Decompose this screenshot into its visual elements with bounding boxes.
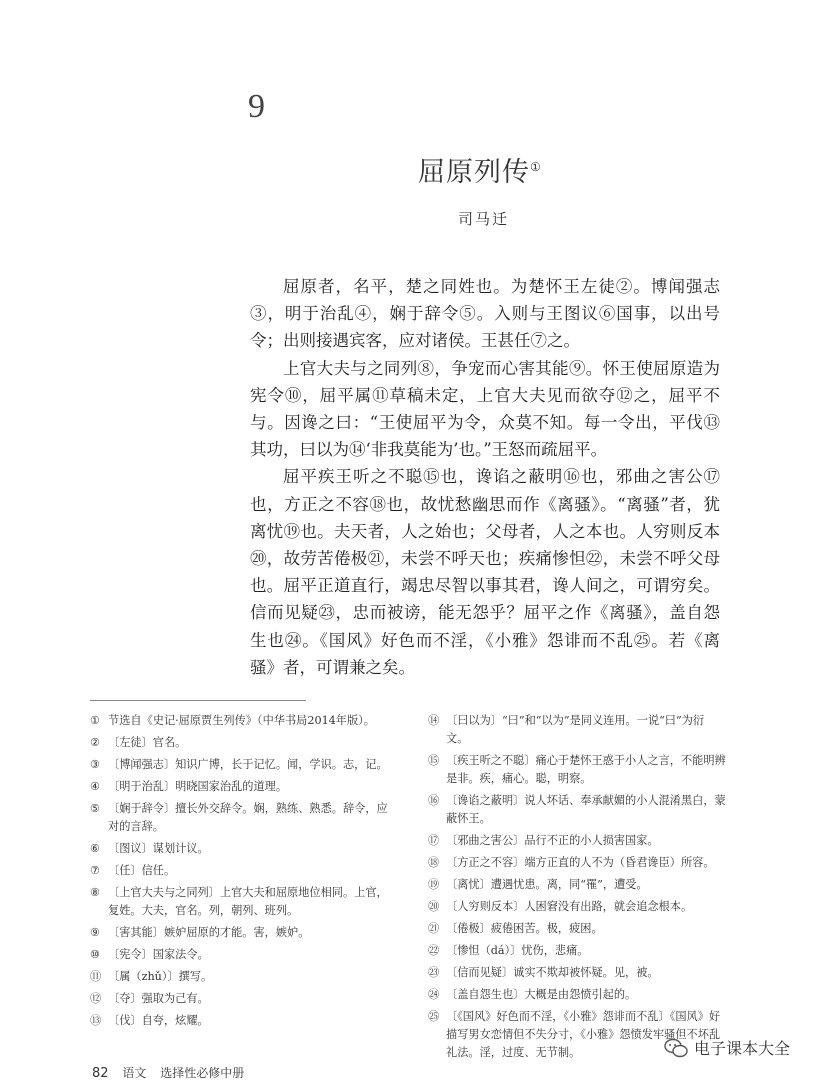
footnotes-right bbox=[428, 712, 726, 1066]
footnote-divider bbox=[90, 700, 306, 701]
footnote: ⑰ 〔邪曲之害公〕品行不正的小人损害国家。 bbox=[428, 834, 659, 847]
paragraph-1: 屈原者，名平，楚之同姓也。为楚怀王左徒②。博闻强志③，明于治乱④，娴于辞令⑤。入则与王图议⑥国事，以出号令；出则接遇宾客，应对诸侯。王甚任⑦之。 bbox=[250, 277, 720, 351]
page-title bbox=[418, 150, 542, 189]
footnote: ㉔ 〔盖自怨生也〕大概是由怨愤引起的。 bbox=[428, 988, 637, 1001]
footnote: ㉕ 〔《国风》好色而不淫，《小雅》怨诽而不乱〕《国风》好描写男女恋情但不失分寸，《小雅》怨愤发牢骚但不坏乱礼法。淫，过度、无节制。 bbox=[428, 1010, 721, 1059]
footnote: ㉑ 〔倦极〕疲倦困苦。极，疲困。 bbox=[428, 922, 603, 935]
chat-bubbles-icon bbox=[664, 1038, 688, 1058]
footnote: ⑥ 〔图议〕谋划计议。 bbox=[90, 842, 209, 855]
watermark bbox=[664, 1036, 790, 1059]
footnote: ① 节选自《史记·屈原贾生列传》（中华书局2014年版）。 bbox=[90, 714, 375, 727]
footnote: ⑦ 〔任〕信任。 bbox=[90, 864, 176, 877]
footnote: ⑭ 〔曰以为〕“曰”和“以为”是同义连用。一说“曰”为衍文。 bbox=[428, 714, 705, 745]
footnote: ⑪ 〔属（zhǔ）〕撰写。 bbox=[90, 970, 213, 983]
footnote: ⑱ 〔方正之不容〕端方正直的人不为（昏君谗臣）所容。 bbox=[428, 856, 715, 869]
footnote: ⑬ 〔伐〕自夸，炫耀。 bbox=[90, 1014, 209, 1027]
page-footer bbox=[92, 1064, 244, 1081]
lesson-number: 9 bbox=[248, 88, 265, 125]
footnote: ③ 〔博闻强志〕知识广博，长于记忆。闻，学识。志，记。 bbox=[90, 758, 388, 771]
footnote: ⑯ 〔谗谄之蔽明〕说人坏话、奉承献媚的小人混淆黑白，蒙蔽怀王。 bbox=[428, 794, 726, 825]
footnotes-left bbox=[90, 712, 390, 1034]
footnote: ⑳ 〔人穷则反本〕人困窘没有出路，就会追念根本。 bbox=[428, 900, 693, 913]
book-title: 选择性必修中册 bbox=[160, 1066, 245, 1080]
footnote: ⑲ 〔离忧〕遭遇忧患。离，同“罹”，遭受。 bbox=[428, 878, 648, 891]
title-footnote-mark: ① bbox=[530, 160, 542, 174]
footnote: ⑮ 〔疾王听之不聪〕痛心于楚怀王惑于小人之言，不能明辨是非。疾，痛心。聪，明察。 bbox=[428, 754, 726, 785]
author: 司马迁 bbox=[458, 210, 510, 228]
footnote: ⑨ 〔害其能〕嫉妒屈原的才能。害，嫉妒。 bbox=[90, 926, 310, 939]
footnote: ④ 〔明于治乱〕明晓国家治乱的道理。 bbox=[90, 780, 288, 793]
main-text bbox=[250, 273, 720, 681]
footnote: ⑧ 〔上官大夫与之同列〕上官大夫和屈原地位相同。上官，复姓。大夫，官名。列，朝列、班列。 bbox=[90, 886, 388, 917]
watermark-label: 电子课本大全 bbox=[693, 1039, 790, 1058]
paragraph-3: 屈平疾王听之不聪⑮也，谗谄之蔽明⑯也，邪曲之害公⑰也，方正之不容⑱也，故忧愁幽思而作《离骚》。“离骚”者，犹离忧⑲也。夫天者，人之始也；父母者，人之本也。人穷则反本⑳，故劳苦倦极㉑，未尝不呼天也；疾痛惨怛㉒，未尝不呼父母也。屈平正道直行，竭忠尽智以事其君，谗人间之，可谓穷矣。信而见疑㉓，忠而被谤，能无怨乎？屈平之作《离骚》，盖自怨生也㉔。《国风》好色而不淫，《小雅》怨诽而不乱㉕。若《离骚》者，可谓兼之矣。 bbox=[250, 467, 720, 677]
paragraph-2: 上官大夫与之同列⑧，争宠而心害其能⑨。怀王使屈原造为宪令⑩，屈平属⑪草稿未定，上官大夫见而欲夺⑫之，屈平不与。因谗之曰：“王使屈平为令，众莫不知。每一令出，平伐⑬其功，曰以为⑭‘非我莫能为’也。”王怒而疏屈平。 bbox=[250, 358, 720, 460]
footnote: ⑤ 〔娴于辞令〕擅长外交辞令。娴，熟练、熟悉。辞令，应对的言辞。 bbox=[90, 802, 388, 833]
footnote: ⑩ 〔宪令〕国家法令。 bbox=[90, 948, 209, 961]
subject-label: 语文 bbox=[122, 1066, 147, 1080]
page-number: 82 bbox=[92, 1066, 109, 1081]
footnote: ㉒ 〔惨怛（dá）〕忧伤，悲痛。 bbox=[428, 944, 589, 957]
title-text: 屈原列传 bbox=[418, 157, 530, 188]
footnote: ⑫ 〔夺〕强取为己有。 bbox=[90, 992, 209, 1005]
footnote: ㉓ 〔信而见疑〕诚实不欺却被怀疑。见，被。 bbox=[428, 966, 659, 979]
footnote: ② 〔左徒〕官名。 bbox=[90, 736, 187, 749]
